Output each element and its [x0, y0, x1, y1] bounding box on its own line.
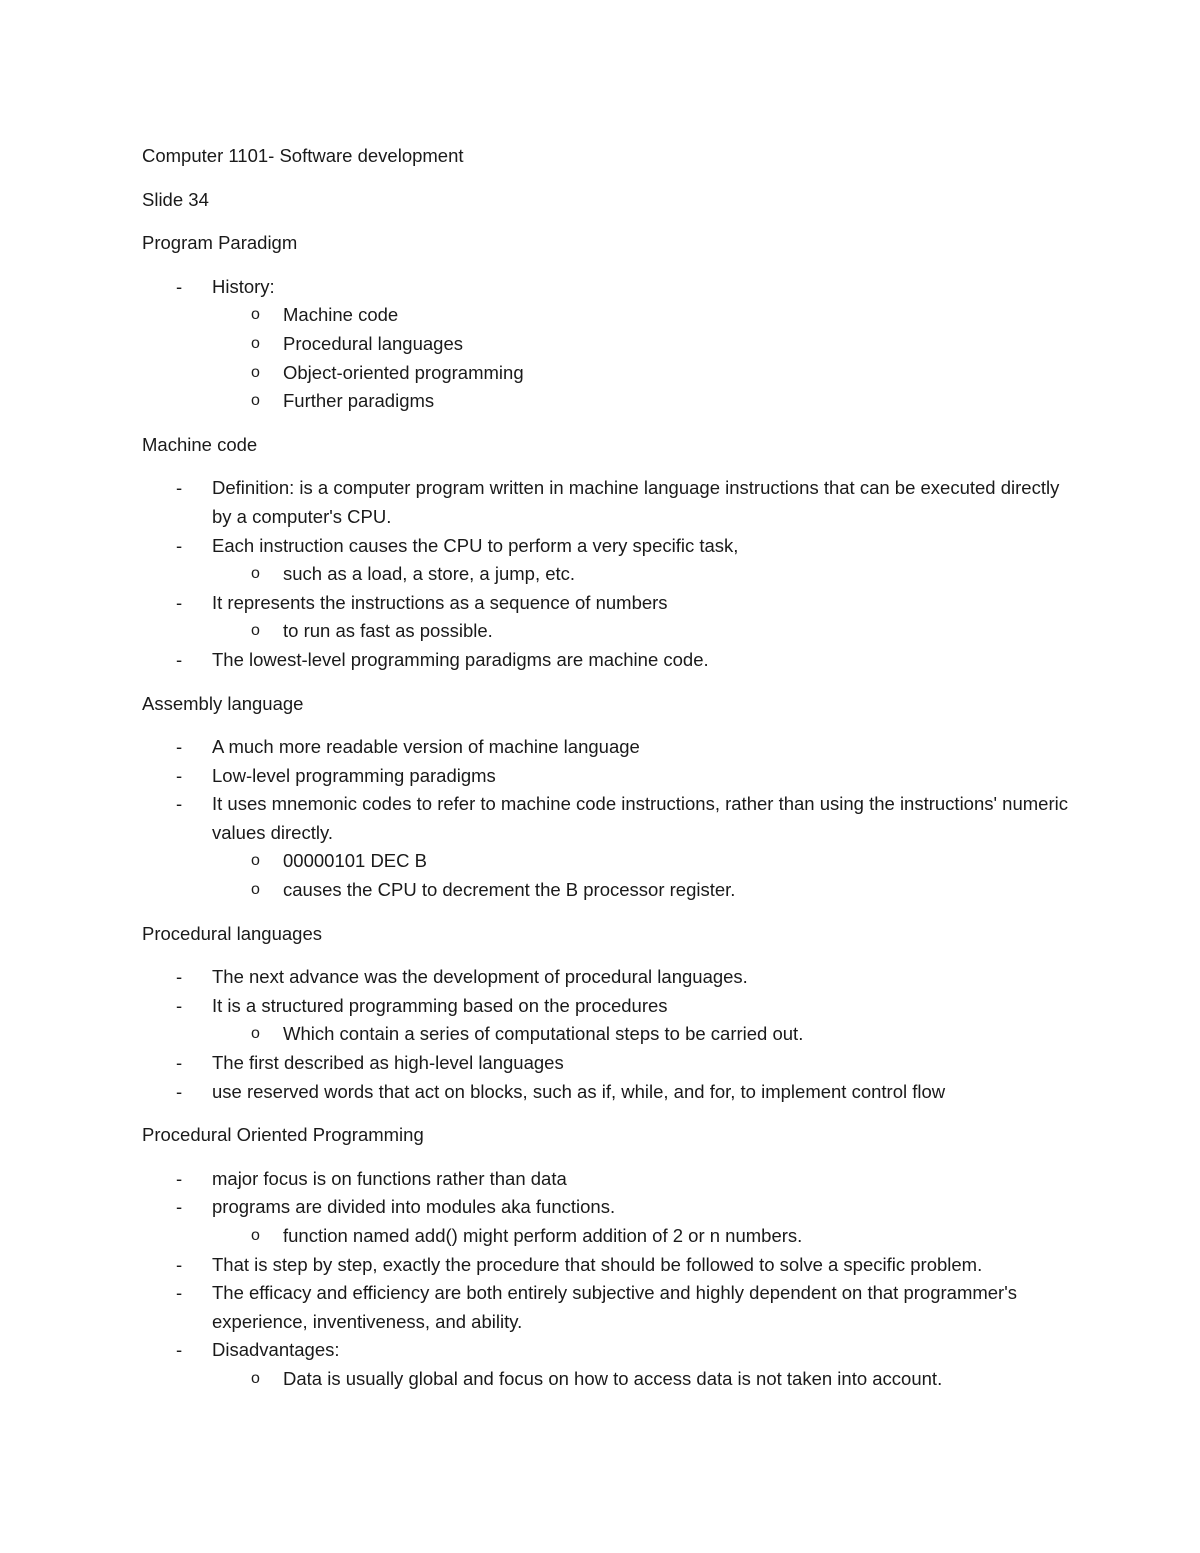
list-item-text: That is step by step, exactly the procedure that should be followed to solve a specific problem.: [212, 1253, 983, 1275]
sub-list-item: [142, 1020, 1082, 1049]
sub-list-item: [142, 617, 1082, 646]
sub-list-item-text: Procedural languages: [283, 332, 463, 354]
dash-bullet-icon: -: [176, 764, 183, 786]
list-item-text: Each instruction causes the CPU to perform a very specific task,: [212, 534, 739, 556]
list-item-text: It is a structured programming based on the procedures: [212, 994, 668, 1016]
list-item: [142, 963, 1082, 992]
section-heading: Procedural Oriented Programming: [142, 1124, 424, 1146]
list-item: [142, 733, 1082, 762]
sub-list-item: [142, 387, 1082, 416]
list-item-text: Low-level programming paradigms: [212, 764, 496, 786]
list-item-text: major focus is on functions rather than data: [212, 1167, 567, 1189]
dash-bullet-icon: -: [176, 966, 183, 988]
list-item: [142, 1251, 1082, 1280]
dash-bullet-icon: -: [176, 534, 183, 556]
section-heading: Assembly language: [142, 692, 304, 714]
document-sections: [142, 229, 1082, 1393]
sub-list-item: [142, 847, 1082, 876]
sub-list-item-text: Machine code: [283, 304, 399, 326]
list-item-text: The efficacy and efficiency are both entirely subjective and highly dependent on that programmer's experience, inventiveness, and ability.: [212, 1282, 1017, 1332]
dash-bullet-icon: -: [176, 793, 183, 815]
dash-bullet-icon: -: [176, 1052, 183, 1074]
circle-bullet-icon: o: [251, 881, 260, 899]
slide-number: Slide 34: [142, 188, 209, 210]
sub-list-item: [142, 330, 1082, 359]
dash-bullet-icon: -: [176, 275, 183, 297]
list-item: [142, 1049, 1082, 1078]
bullet-list: [142, 733, 1082, 905]
list-item-text: The lowest-level programming paradigms are machine code.: [212, 648, 709, 670]
sub-list-item-text: Object-oriented programming: [283, 361, 524, 383]
dash-bullet-icon: -: [176, 994, 183, 1016]
document-title: Computer 1101- Software development: [142, 145, 464, 166]
bullet-list: [142, 963, 1082, 1106]
dash-bullet-icon: -: [176, 736, 183, 758]
list-item: [142, 1165, 1082, 1194]
list-item-text: programs are divided into modules aka functions.: [212, 1196, 616, 1218]
list-item: [142, 1078, 1082, 1107]
sub-list-item-text: Further paradigms: [283, 390, 435, 412]
list-item: [142, 790, 1082, 847]
dash-bullet-icon: -: [176, 477, 183, 499]
sub-list-item-text: causes the CPU to decrement the B processor register.: [283, 879, 736, 901]
sub-list-item: [142, 876, 1082, 905]
list-item-text: The next advance was the development of procedural languages.: [212, 966, 748, 988]
circle-bullet-icon: o: [251, 334, 260, 352]
list-item: [142, 532, 1082, 561]
circle-bullet-icon: o: [251, 306, 260, 324]
dash-bullet-icon: -: [176, 591, 183, 613]
bullet-list: [142, 474, 1082, 674]
circle-bullet-icon: o: [251, 1227, 260, 1244]
list-item: [142, 589, 1082, 618]
list-item-text: A much more readable version of machine language: [212, 736, 640, 758]
sub-list-item: [142, 1365, 1082, 1394]
sub-list-item-text: Data is usually global and focus on how to access data is not taken into account.: [283, 1367, 943, 1389]
circle-bullet-icon: o: [251, 363, 260, 381]
section-heading: Procedural languages: [142, 922, 322, 944]
sub-list-item: [142, 1222, 1082, 1251]
list-item: [142, 762, 1082, 791]
dash-bullet-icon: -: [176, 1196, 183, 1218]
circle-bullet-icon: o: [251, 565, 260, 583]
dash-bullet-icon: -: [176, 1167, 183, 1189]
sub-list-item-text: 00000101 DEC B: [283, 850, 427, 872]
dash-bullet-icon: -: [176, 1080, 183, 1102]
section-heading: Program Paradigm: [142, 232, 298, 254]
sub-list-item: [142, 359, 1082, 388]
list-item: [142, 992, 1082, 1021]
sub-list-item-text: function named add() might perform addition of 2 or n numbers.: [283, 1225, 803, 1246]
list-item: [142, 1279, 1082, 1336]
circle-bullet-icon: o: [251, 392, 260, 410]
sub-list-item: [142, 560, 1082, 589]
sub-list-item: [142, 301, 1082, 330]
list-item-text: It uses mnemonic codes to refer to machine code instructions, rather than using the instructions' numeric values directly.: [212, 793, 1068, 843]
dash-bullet-icon: -: [176, 1339, 183, 1361]
dash-bullet-icon: -: [176, 1253, 183, 1275]
list-item-text: History:: [212, 275, 275, 297]
sub-list-item-text: Which contain a series of computational steps to be carried out.: [283, 1023, 804, 1045]
circle-bullet-icon: o: [251, 622, 260, 640]
circle-bullet-icon: o: [251, 852, 260, 870]
document-body: [142, 142, 1082, 1394]
sub-list-item-text: to run as fast as possible.: [283, 620, 493, 642]
circle-bullet-icon: o: [251, 1025, 260, 1043]
list-item-text: The first described as high-level languages: [212, 1052, 564, 1074]
list-item-text: Definition: is a computer program written in machine language instructions that can be executed directly by a computer's CPU.: [212, 477, 1060, 527]
bullet-list: [142, 1165, 1082, 1394]
bullet-list: [142, 273, 1082, 416]
list-item: [142, 273, 1082, 302]
list-item-text: It represents the instructions as a sequence of numbers: [212, 591, 668, 613]
list-item-text: Disadvantages:: [212, 1339, 340, 1361]
dash-bullet-icon: -: [176, 1282, 183, 1304]
dash-bullet-icon: -: [176, 648, 183, 670]
sub-list-item-text: such as a load, a store, a jump, etc.: [283, 563, 576, 585]
list-item-text: use reserved words that act on blocks, such as if, while, and for, to implement control flow: [212, 1080, 946, 1102]
list-item: [142, 646, 1082, 675]
list-item: [142, 1336, 1082, 1365]
section-heading: Machine code: [142, 433, 258, 455]
circle-bullet-icon: o: [251, 1369, 260, 1387]
list-item: [142, 474, 1082, 531]
list-item: [142, 1193, 1082, 1222]
